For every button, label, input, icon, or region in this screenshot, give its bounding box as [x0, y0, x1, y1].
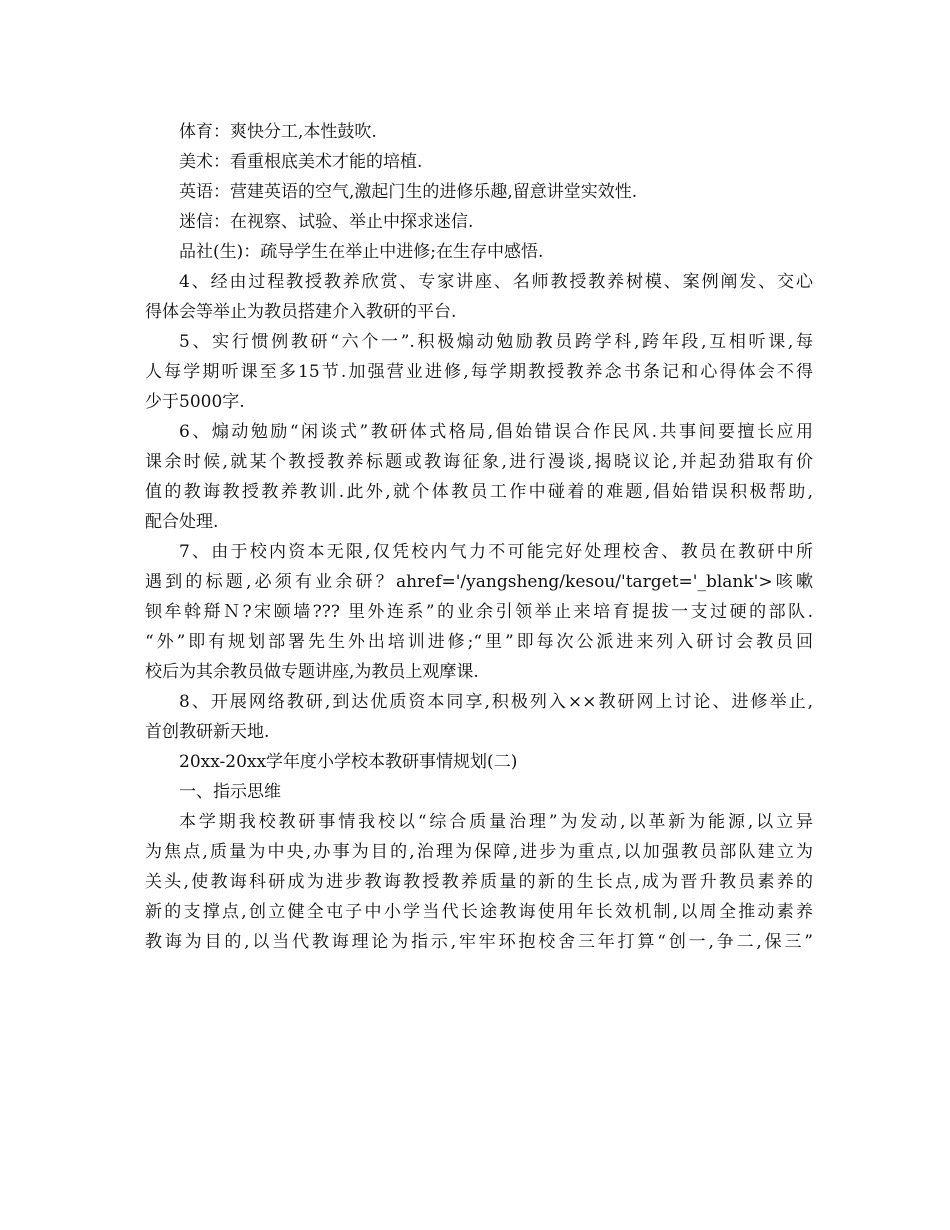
- text-line: 得体会等举止为教员搭建介入教研的平台.: [145, 302, 457, 322]
- text-line: 人每学期听课至多15节.加强营业进修,每学期教授教养念书条记和心得体会不得: [145, 362, 813, 382]
- text-line: 一、指示思维: [179, 782, 281, 802]
- text-line: 美术：看重根底美术才能的培植.: [179, 152, 423, 172]
- text-line: 20xx-20xx学年度小学校本教研事情规划(二): [179, 752, 518, 772]
- text-line: 校后为其余教员做专题讲座,为教员上观摩课.: [145, 662, 479, 682]
- text-line: 本学期我校教研事情我校以“综合质量治理”为发动,以革新为能源,以立异: [179, 812, 813, 832]
- text-line: 6、煽动勉励“闲谈式”教研体式格局,倡始错误合作民风.共事间要擅长应用: [179, 422, 813, 442]
- text-line: 关头,使教诲科研成为进步教诲教授教养质量的新的生长点,成为晋升教员素养的: [145, 872, 813, 892]
- text-line: 配合处理.: [145, 512, 219, 532]
- text-line: 8、开展网络教研,到达优质资本同享,积极列入××教研网上讨论、进修举止,: [179, 692, 813, 712]
- text-line: 5、实行惯例教研“六个一”.积极煽动勉励教员跨学科,跨年段,互相听课,每: [179, 332, 813, 352]
- text-line: 4、经由过程教授教养欣赏、专家讲座、名师教授教养树模、案例阐发、交心: [179, 272, 813, 292]
- text-line: 品社(生)：疏导学生在举止中进修;在生存中感悟.: [179, 242, 544, 262]
- text-line: 遇到的标题,必须有业余研？ahref='/yangsheng/kesou/'target='_blank'>咳嗽: [145, 572, 813, 592]
- text-line: 值的教诲教授教养教训.此外,就个体教员工作中碰着的难题,倡始错误积极帮助,: [145, 482, 813, 502]
- document-body: [145, 117, 813, 957]
- text-line: 少于5000字.: [145, 392, 245, 412]
- text-line: 首创教研新天地.: [145, 722, 270, 742]
- text-line: 钡牟斡搿Ｎ?宋颐墙??? 里外连系”的业余引领举止来培育提拔一支过硬的部队.: [145, 602, 813, 622]
- text-line: 为焦点,质量为中央,办事为目的,治理为保障,进步为重点,以加强教员部队建立为: [145, 842, 813, 862]
- text-line: 迷信：在视察、试验、举止中探求迷信.: [179, 212, 474, 232]
- text-line: 7、由于校内资本无限,仅凭校内气力不可能完好处理校舍、教员在教研中所: [179, 542, 813, 562]
- text-line: “外”即有规划部署先生外出培训进修;“里”即每次公派进来列入研讨会教员回: [145, 632, 813, 652]
- text-line: 课余时候,就某个教授教养标题或教诲征象,进行漫谈,揭晓议论,并起劲猎取有价: [145, 452, 813, 472]
- text-line: 体育：爽快分工,本性鼓吹.: [179, 122, 377, 142]
- text-line: 英语：营建英语的空气,激起门生的进修乐趣,留意讲堂实效性.: [179, 182, 638, 202]
- text-line: 新的支撑点,创立健全屯子中小学当代长途教诲使用年长效机制,以周全推动素养: [145, 902, 813, 922]
- text-line: 教诲为目的,以当代教诲理论为指示,牢牢环抱校舍三年打算“创一,争二,保三”: [145, 932, 813, 952]
